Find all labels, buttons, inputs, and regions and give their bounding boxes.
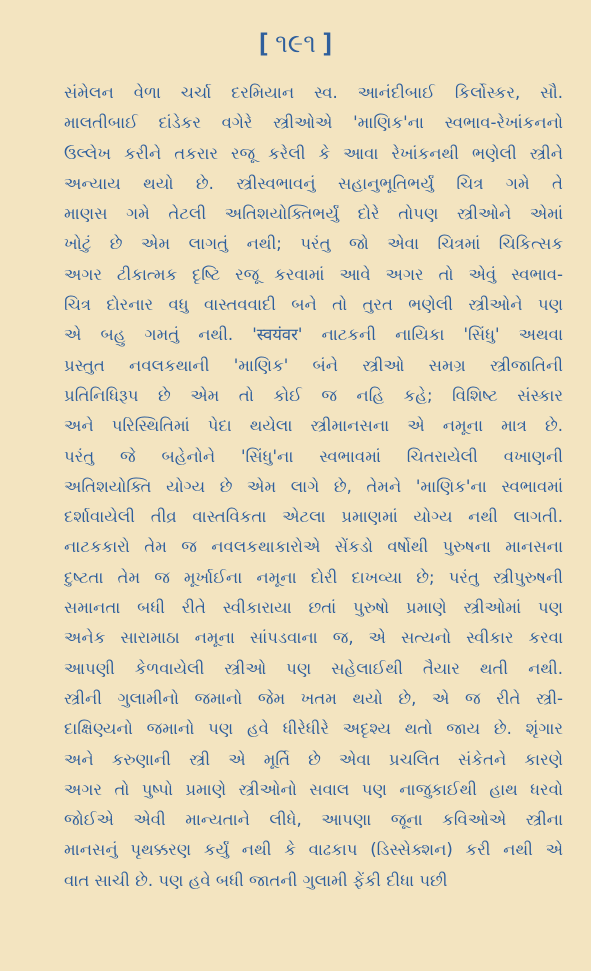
- text-line: માનસનું પૃથક્કરણ કર્યું નથી કે વાઢકાપ (ડિસ્સેક્શન) કરી નથી એ: [64, 840, 563, 860]
- text-line: માણસ ગમે તેટલી અતિશયોક્તિભર્યું દોરે તોપણ સ્ત્રીઓને એમાં: [64, 204, 563, 224]
- text-line: ઉલ્લેખ કરીને તકરાર રજૂ કરેલી કે આવા રેખાંકનથી ભણેલી સ્ત્રીને: [64, 143, 563, 163]
- text-line: અતિશયોક્તિ યોગ્ય છે એમ લાગે છે, તેમને 'માણિક'ના સ્વભાવમાં: [64, 476, 563, 496]
- page-number: [28, 24, 563, 64]
- page-number-value: ૧૯૧: [275, 29, 316, 59]
- text-line: દર્શાવાયેલી તીવ્ર વાસ્તવિકતા એટલા પ્રમાણમાં યોગ્ય નથી લાગતી.: [64, 507, 563, 527]
- text-line: દાક્ષિણ્યનો જમાનો પણ હવે ધીરેધીરે અદૃશ્ય થતો જાય છે. શૃંગાર: [64, 719, 563, 739]
- text-line: અન્યાય થયો છે. સ્ત્રીસ્વભાવનું સહાનુભૂતિભર્યું ચિત્ર ગમે તે: [64, 173, 563, 193]
- body-text: [64, 78, 563, 896]
- text-line: એ બહુ ગમતું નથી. 'स्वयंवर' નાટકની નાયિકા 'સિંધુ' અથવા: [64, 325, 563, 345]
- text-line: સમાનતા બધી રીતે સ્વીકારાયા છતાં પુરુષો પ્રમાણે સ્ત્રીઓમાં પણ: [64, 598, 563, 618]
- text-line: દુષ્ટતા તેમ જ મૂર્ખાઈના નમૂના દોરી દાખવ્યા છે; પરંતુ સ્ત્રીપુરુષની: [64, 567, 563, 587]
- text-line: ચિત્ર દોરનાર વધુ વાસ્તવવાદી બને તો તુરત ભણેલી સ્ત્રીઓને પણ: [64, 295, 563, 315]
- text-line: અને કરુણાની સ્ત્રી એ મૂર્તિ છે એવા પ્રચલિત સંકેતને કારણે: [64, 749, 563, 769]
- text-line: સંમેલન વેળા ચર્ચા દરમિયાન સ્વ. આનંદીબાઈ કિર્લોસ્કર, સૌ.: [64, 83, 563, 102]
- text-line: જોઈએ એવી માન્યતાને લીધે, આપણા જૂના કવિઓએ સ્ત્રીના: [64, 810, 563, 830]
- text-line: વાત સાચી છે. પણ હવે બધી જાતની ગુલામી ફેંકી દીધા પછી: [64, 870, 448, 890]
- text-line: આપણી કેળવાયેલી સ્ત્રીઓ પણ સહેલાઈથી તૈયાર થતી નથી.: [64, 658, 563, 678]
- text-line: પ્રસ્તુત નવલકથાની 'માણિક' બંને સ્ત્રીઓ સમગ્ર સ્ત્રીજાતિની: [64, 355, 563, 375]
- page-number-bracket-open: [: [255, 29, 272, 59]
- text-line: અગર તો પુષ્પો પ્રમાણે સ્ત્રીઓનો સવાલ પણ નાજુકાઈથી હાથ ધરવો: [64, 779, 563, 799]
- text-line: પરંતુ જે બહેનોને 'સિંધુ'ના સ્વભાવમાં ચિતરાયેલી વખાણની: [64, 446, 563, 466]
- text-line: અનેક સારામાઠા નમૂના સાંપડવાના જ, એ સત્યનો સ્વીકાર કરવા: [64, 628, 563, 648]
- text-line: નાટકકારો તેમ જ નવલકથાકારોએ સેંકડો વર્ષોથી પુરુષના માનસના: [64, 537, 563, 557]
- text-line: સ્ત્રીની ગુલામીનો જમાનો જેમ ખતમ થયો છે, એ જ રીતે સ્ત્રી-: [64, 688, 563, 708]
- text-line: અને પરિસ્થિતિમાં પેદા થયેલા સ્ત્રીમાનસના એ નમૂના માત્ર છે.: [64, 416, 563, 436]
- text-line: ખોટું છે એમ લાગતું નથી; પરંતુ જો એવા ચિત્રમાં ચિકિત્સક: [64, 234, 563, 254]
- text-line: પ્રતિનિધિરૂપ છે એમ તો કોઈ જ નહિ કહે; વિશિષ્ટ સંસ્કાર: [64, 385, 563, 405]
- text-line: માલતીબાઈ દાંડેકર વગેરે સ્ત્રીઓએ 'માણિક'ના સ્વભાવ-રેખાંકનનો: [64, 113, 563, 133]
- text-line: અગર ટીકાત્મક દૃષ્ટિ રજૂ કરવામાં આવે અગર તો એવું સ્વભાવ-: [64, 264, 563, 284]
- page-number-bracket-close: ]: [319, 29, 336, 59]
